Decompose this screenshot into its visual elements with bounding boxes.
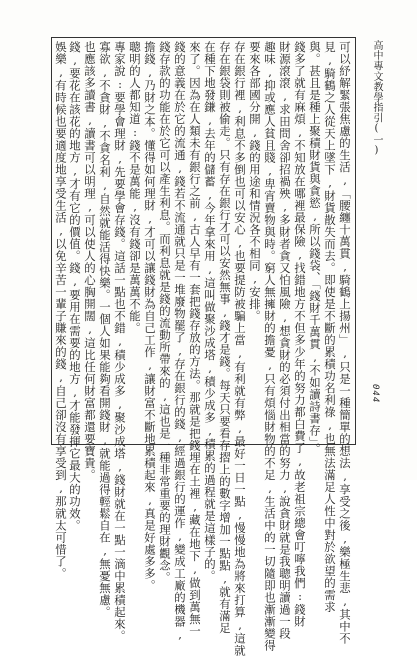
text-column: 也應該多讀書,讀書可以明理,可以使人的心胸開闊,這比任何財富都還要寶貴。: [83, 41, 97, 481]
text-column: 財源滾滾,求田問舍卻招禍殃,多財者貪又怕風險,想貪財的必須付出相當的努力,說貪財就是我聰明讀過一段: [278, 41, 292, 640]
text-column: 錢多了就有麻煩,不知放在哪裡最保險,找錯地方不但多少年的努力都白費了,故老祖宗總會叮嚀我們:錢財: [293, 41, 307, 628]
text-column: 擔錢,乃財之本。懂得如何理財,才可以讓錢財為自己工作,讓財富不斷地累積起來,真是好處多多。: [143, 41, 157, 592]
text-column: 與。甚且是種上聚積財貨與貪慾,所以錢袋、「錢財千萬貫,不如讀詩書存」。: [308, 41, 322, 455]
text-column: 來了。因為在人類未有銀行之前,古人早有一套把錢存放的方法。那就是把錢埋在土裡,藏在地下,做到萬無一: [188, 41, 202, 637]
text-column: 專家說:要學會理財,先要學會存錢。這話一點也不錯,積少成多,聚沙成塔,錢財就在一點一滴中累積起來。: [113, 41, 127, 642]
text-column: 見,騎鶴之人從天上墜下,財貨散失而去。即使是不斷的累積功名利祿,也無法滿足人性中對於欲望的需求: [323, 41, 337, 613]
text-column: 寡欲,不貪財,不貪名利,自然就能活得快樂。一個人如果能夠看開錢財,就能過得輕鬆自在,無憂無慮。: [98, 41, 112, 618]
text-column: 要來各部國分開,錢的用途和情況各不相同,安排。: [248, 41, 262, 323]
body-text: [54, 41, 352, 657]
text-column: 錢,要花在該花的地方,才有它的價值。錢,要用在需要的地方,才能發揮它最大的功效。: [68, 41, 82, 532]
text-column: 錢的意義在於它的流通,錢若不流通就只是一堆廢物罷了,存在銀行的錢,經過銀行的運作,變成工廠的機器,: [173, 41, 187, 642]
text-column: 錢存款的功能在於它可以產生利息。而利息就是錢的流動所帶來的,這也是一種非常重要的理財觀念。: [158, 41, 172, 584]
text-column: 可以紓解緊張焦慮的生活,「腰纏十萬貫,騎鶴上揚州」,只是一種簡單的想法,享受之後,樂極生悲,其中不: [338, 41, 352, 645]
text-column: 存在銀行裡,利息不多倒也可以安心,也要提防被騙上當,有利就有弊,最好一日一點,慢慢地為將來打算,這就: [233, 41, 247, 657]
text-column: 存在銀袋則被偷走。只有存在銀行才可以安然無事,錢才是錢。每天只要看存摺上的數字增加一點點,就有滿足: [218, 41, 232, 635]
text-column: 在種下地發鎌,去年的儲蓄,今年拿來用,這叫做聚沙成塔,積少成多,積累的過程就是這樣子的。: [203, 41, 217, 582]
page-number: 044: [370, 384, 380, 404]
running-header: 高中專文教學指引(一): [371, 40, 382, 157]
text-column: 娛樂,有時候也要適度地享受生活,以免辛苦一輩子賺來的錢,自己卻沒有享受到,那就太可惜了。: [54, 41, 68, 580]
text-column: 趣味,抑或應人貧且賤,卑宵賣物與時。窮人無擁財的擔憂,只有煩惱財物的不足,生活中的一切隨即也漸漸變得: [263, 41, 277, 652]
text-column: 聰明的人都知道:錢不是萬能,沒有錢卻是萬萬不能。: [128, 41, 142, 335]
